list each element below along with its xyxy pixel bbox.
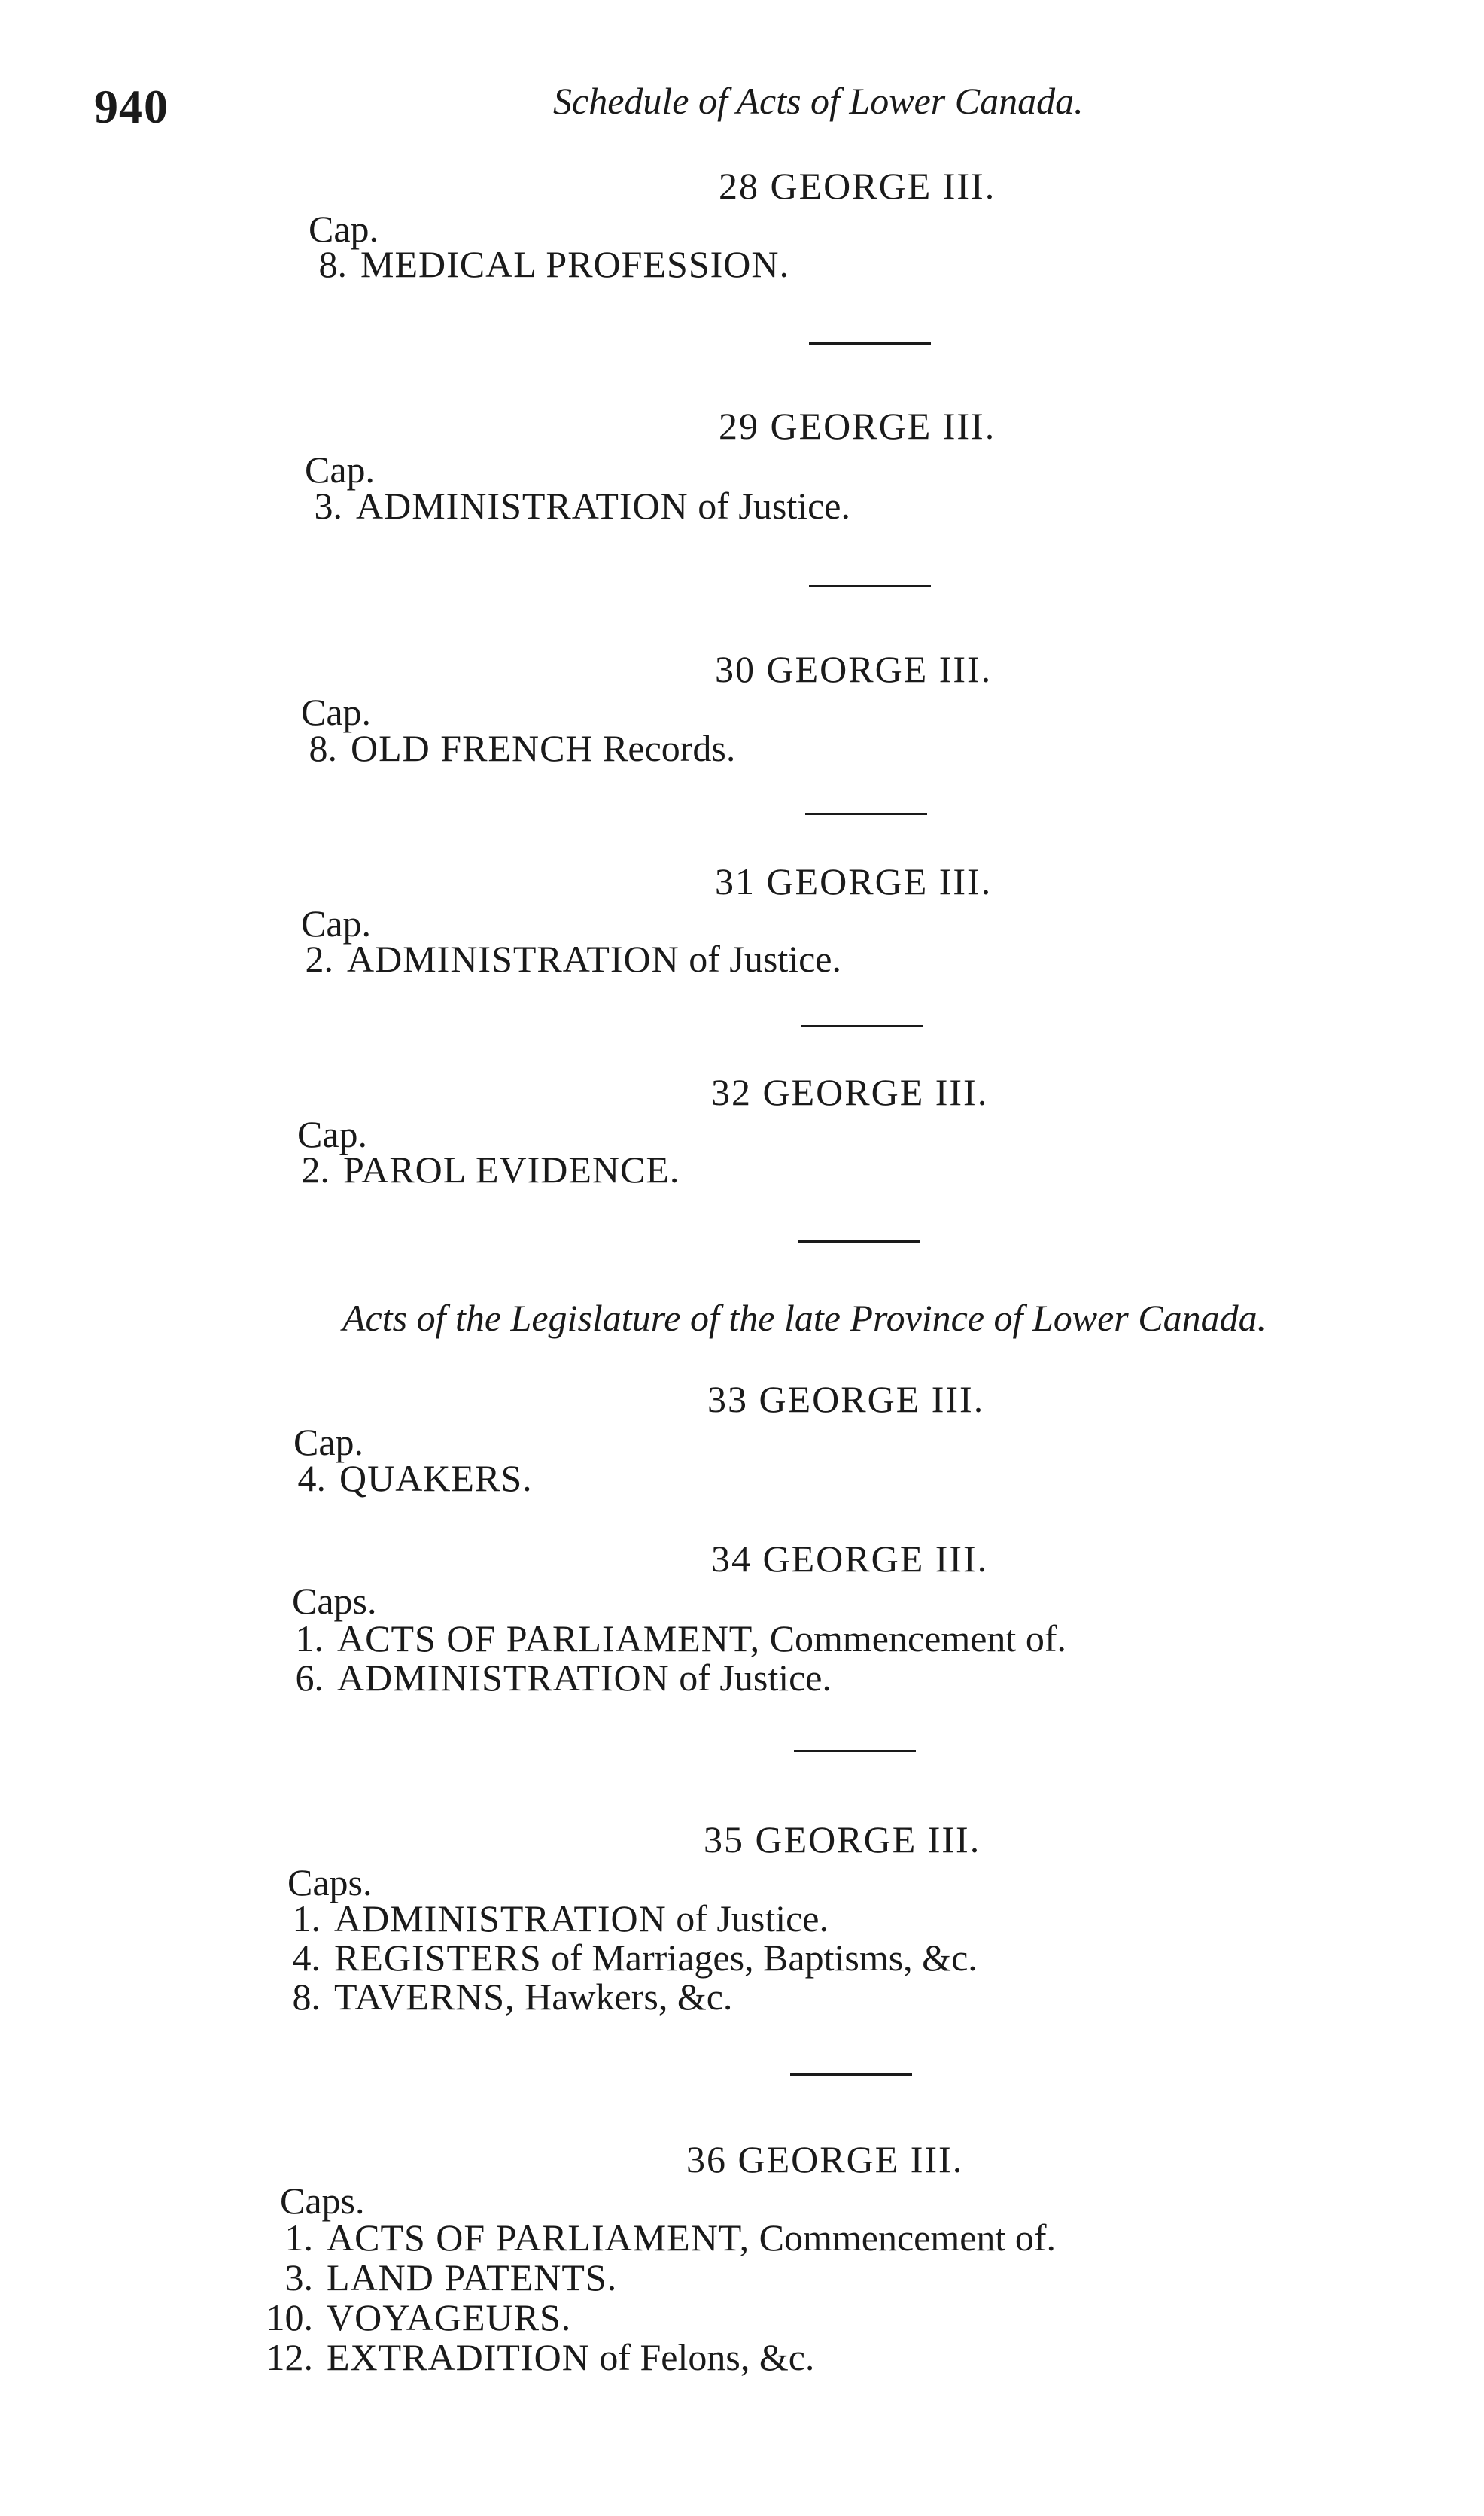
- reign-title: 34 GEORGE III.: [711, 1538, 989, 1580]
- cap-number: 6.: [295, 1657, 324, 1699]
- list-item: [269, 1897, 829, 1940]
- act-detail: Hawkers, &c.: [515, 1976, 733, 2018]
- list-item: [272, 1617, 1066, 1660]
- list-item: [286, 726, 735, 770]
- act-subject: ACTS OF PARLIAMENT,: [327, 2216, 750, 2259]
- act-detail: Commencement of.: [750, 2216, 1056, 2259]
- act-subject: LAND PATENTS.: [327, 2256, 618, 2298]
- cap-label: Cap.: [301, 691, 372, 733]
- cap-label: Cap.: [293, 1421, 364, 1463]
- cap-number: 1.: [284, 2216, 313, 2259]
- reign-title: 35 GEORGE III.: [704, 1818, 981, 1860]
- act-detail: of Marriages, Baptisms, &c.: [541, 1936, 978, 1979]
- cap-number: 8.: [292, 1976, 321, 2018]
- section-divider: [805, 813, 927, 815]
- cap-number: 2.: [305, 938, 333, 980]
- section-divider: [790, 2073, 912, 2076]
- list-item: [269, 1975, 732, 2019]
- cap-number: 12.: [266, 2336, 313, 2378]
- act-detail: Commencement of.: [760, 1617, 1066, 1660]
- act-subject: ADMINISTRATION: [356, 485, 689, 527]
- act-subject: EXTRADITION: [327, 2336, 590, 2378]
- act-detail: Records.: [593, 727, 736, 769]
- reign-title: 36 GEORGE III.: [686, 2138, 964, 2180]
- cap-label: Cap.: [297, 1113, 368, 1155]
- cap-number: 4.: [292, 1936, 321, 1979]
- list-item: [278, 1148, 680, 1191]
- act-subject: MEDICAL PROFESSION.: [360, 243, 790, 285]
- cap-label: Caps.: [280, 2180, 365, 2222]
- cap-number: 1.: [292, 1897, 321, 1939]
- reign-title: 32 GEORGE III.: [711, 1071, 989, 1113]
- act-subject: REGISTERS: [334, 1936, 542, 1979]
- cap-label: Caps.: [287, 1861, 373, 1903]
- list-item: [282, 937, 841, 981]
- page-number: 940: [94, 80, 169, 133]
- reign-title: 33 GEORGE III.: [707, 1378, 985, 1420]
- section-divider: [794, 1750, 916, 1752]
- act-detail: of Justice.: [669, 1657, 832, 1699]
- list-item: [291, 484, 850, 528]
- act-detail: of Justice.: [666, 1897, 829, 1939]
- list-item: [262, 2256, 617, 2299]
- cap-number: 1.: [295, 1617, 324, 1660]
- section-divider: [798, 1240, 920, 1243]
- list-item: [262, 2295, 571, 2339]
- list-item: [272, 1656, 832, 1699]
- act-subject: ADMINISTRATION: [347, 938, 680, 980]
- section-divider: [809, 342, 931, 345]
- act-subject: QUAKERS.: [339, 1457, 533, 1499]
- cap-number: 8.: [309, 727, 337, 769]
- list-item: [262, 2335, 814, 2379]
- cap-number: 3.: [314, 485, 342, 527]
- list-item: [269, 1936, 978, 1979]
- act-detail: of Felons, &c.: [589, 2336, 815, 2378]
- act-detail: of Justice.: [688, 485, 850, 527]
- list-item: [262, 2216, 1056, 2259]
- reign-title: 30 GEORGE III.: [715, 648, 993, 690]
- cap-label: Cap.: [301, 902, 372, 945]
- cap-label: Caps.: [292, 1580, 377, 1622]
- cap-label: Cap.: [309, 208, 379, 250]
- cap-label: Cap.: [305, 449, 376, 491]
- section-divider: [801, 1025, 923, 1027]
- act-subject: ADMINISTRATION: [337, 1657, 670, 1699]
- list-item: [296, 242, 789, 286]
- act-subject: TAVERNS,: [334, 1976, 515, 2018]
- reign-title: 31 GEORGE III.: [715, 860, 993, 902]
- reign-title: 29 GEORGE III.: [719, 405, 996, 447]
- cap-number: 4.: [297, 1457, 326, 1499]
- act-detail: of Justice.: [679, 938, 841, 980]
- section-heading: Acts of the Legislature of the late Province of Lower Canada.: [342, 1297, 1267, 1339]
- cap-number: 3.: [284, 2256, 313, 2298]
- cap-number: 10.: [266, 2296, 313, 2338]
- act-subject: OLD FRENCH: [351, 727, 594, 769]
- cap-number: 2.: [301, 1148, 330, 1191]
- reign-title: 28 GEORGE III.: [719, 165, 996, 207]
- act-subject: ACTS OF PARLIAMENT,: [337, 1617, 761, 1660]
- act-subject: PAROL EVIDENCE.: [343, 1148, 680, 1191]
- act-subject: VOYAGEURS.: [327, 2296, 572, 2338]
- cap-number: 8.: [318, 243, 347, 285]
- list-item: [275, 1456, 533, 1500]
- act-subject: ADMINISTRATION: [334, 1897, 667, 1939]
- running-title: Schedule of Acts of Lower Canada.: [553, 80, 1084, 122]
- section-divider: [809, 585, 931, 587]
